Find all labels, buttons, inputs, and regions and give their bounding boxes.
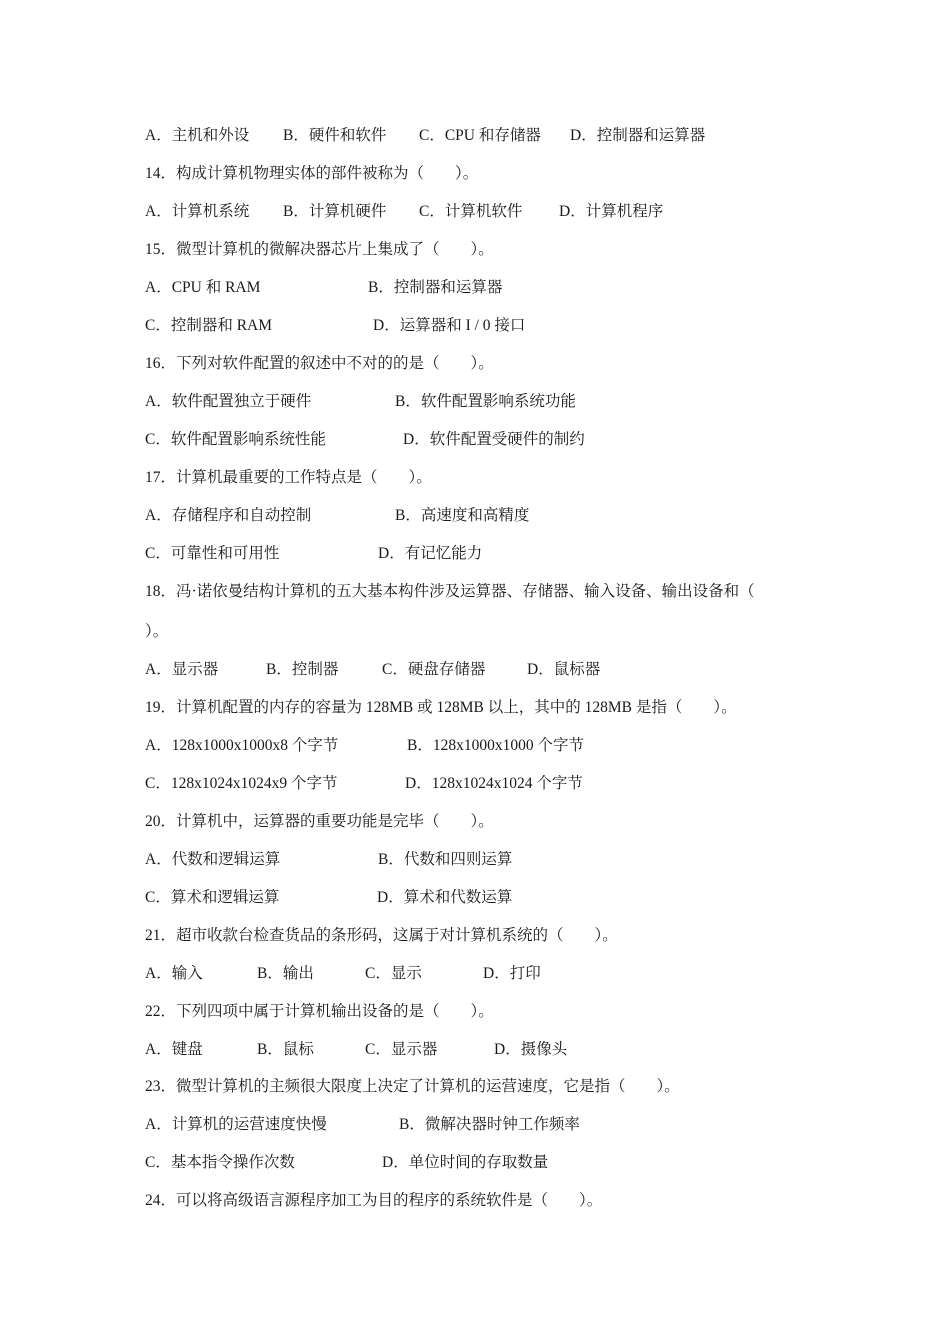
- answer-option: B．硬件和软件: [283, 127, 387, 144]
- answer-option: B．输出: [257, 965, 314, 982]
- answer-option: A．软件配置独立于硬件: [145, 393, 312, 410]
- answer-option: C．基本指令操作次数: [145, 1154, 295, 1171]
- answer-option: C．128x1024x1024x9 个字节: [145, 775, 338, 792]
- answer-option: B．软件配置影响系统功能: [395, 393, 576, 410]
- answer-option: C．硬盘存储器: [382, 661, 486, 678]
- answer-option: B．128x1000x1000 个字节: [407, 737, 584, 754]
- answer-option: D．算术和代数运算: [377, 889, 513, 906]
- answer-option: A．CPU 和 RAM: [145, 279, 261, 296]
- answer-option: A．计算机系统: [145, 203, 250, 220]
- answer-option: D．有记忆能力: [378, 545, 483, 562]
- answer-option: C．算术和逻辑运算: [145, 889, 280, 906]
- question-line: [145, 353, 494, 375]
- question-line: [145, 581, 755, 603]
- answer-option: D．打印: [483, 965, 541, 982]
- question-text: 24．可以将高级语言源程序加工为目的程序的系统软件是（ ）。: [145, 1192, 603, 1209]
- answer-option: D．鼠标器: [527, 661, 601, 678]
- answer-option: B．控制器: [266, 661, 339, 678]
- answer-option: A．128x1000x1000x8 个字节: [145, 737, 339, 754]
- question-text: 18．冯·诺依曼结构计算机的五大基本构件涉及运算器、存储器、输入设备、输出设备和（: [145, 583, 755, 600]
- answer-option: A．主机和外设: [145, 127, 250, 144]
- answer-option: B．代数和四则运算: [378, 851, 513, 868]
- answer-option: D．软件配置受硬件的制约: [403, 431, 585, 448]
- answer-option: D．计算机程序: [559, 203, 664, 220]
- answer-option: C．显示器: [365, 1041, 438, 1058]
- question-text: 16．下列对软件配置的叙述中不对的的是（ ）。: [145, 355, 494, 372]
- answer-option: C．CPU 和存储器: [419, 127, 541, 144]
- answer-option: C．可靠性和可用性: [145, 545, 280, 562]
- question-line: [145, 467, 432, 489]
- answer-option: B．控制器和运算器: [368, 279, 503, 296]
- answer-option: B．鼠标: [257, 1041, 314, 1058]
- answer-option: A．代数和逻辑运算: [145, 851, 281, 868]
- answer-option: C．显示: [365, 965, 422, 982]
- question-line: [145, 1001, 494, 1023]
- question-line: [145, 1190, 602, 1212]
- answer-option: C．计算机软件: [419, 203, 523, 220]
- question-line: [145, 925, 618, 947]
- answer-option: A．显示器: [145, 661, 219, 678]
- question-line: [145, 811, 494, 833]
- answer-option: D．单位时间的存取数量: [382, 1154, 549, 1171]
- answer-option: A．存储程序和自动控制: [145, 507, 312, 524]
- question-line: [145, 239, 494, 261]
- question-text: 19．计算机配置的内存的容量为 128MB 或 128MB 以上，其中的 128MB 是指（ ）。: [145, 699, 737, 716]
- question-text: 17．计算机最重要的工作特点是（ ）。: [145, 469, 432, 486]
- question-line: [145, 697, 737, 719]
- answer-option: D．控制器和运算器: [570, 127, 706, 144]
- answer-option: C．控制器和 RAM: [145, 317, 273, 334]
- question-text: 22．下列四项中属于计算机输出设备的是（ ）。: [145, 1003, 494, 1020]
- question-text: 20．计算机中，运算器的重要功能是完毕（ ）。: [145, 813, 494, 830]
- question-line: [145, 1076, 680, 1098]
- continuation-line: [145, 621, 168, 643]
- answer-option: C．软件配置影响系统性能: [145, 431, 326, 448]
- answer-option: A．输入: [145, 965, 203, 982]
- question-text: 15．微型计算机的微解决器芯片上集成了（ ）。: [145, 241, 494, 258]
- answer-option: B．计算机硬件: [283, 203, 387, 220]
- answer-option: A．键盘: [145, 1041, 203, 1058]
- answer-option: B．高速度和高精度: [395, 507, 530, 524]
- answer-option: A．计算机的运营速度快慢: [145, 1116, 327, 1133]
- answer-option: B．微解决器时钟工作频率: [399, 1116, 580, 1133]
- answer-option: D．128x1024x1024 个字节: [405, 775, 583, 792]
- question-text: 14．构成计算机物理实体的部件被称为（ ）。: [145, 165, 479, 182]
- answer-option: D．运算器和 I / 0 接口: [373, 317, 526, 334]
- question-line: [145, 163, 478, 185]
- question-text: 23．微型计算机的主频很大限度上决定了计算机的运营速度，它是指（ ）。: [145, 1078, 680, 1095]
- answer-option: D．摄像头: [494, 1041, 568, 1058]
- question-text: 21．超市收款台检查货品的条形码，这属于对计算机系统的（ ）。: [145, 927, 618, 944]
- question-continuation: ）。: [145, 623, 169, 640]
